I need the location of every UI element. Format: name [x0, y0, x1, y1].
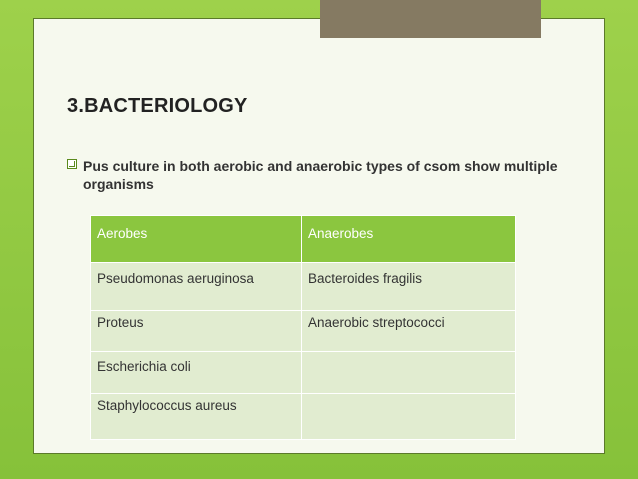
header-aerobes: Aerobes — [91, 216, 302, 263]
table-cell — [302, 352, 516, 394]
table-cell — [302, 394, 516, 440]
header-decoration-band — [320, 0, 541, 38]
table-row — [91, 263, 516, 311]
bullet-text: Pus culture in both aerobic and anaerobic types of csom show multiple organisms — [83, 158, 558, 192]
bacteria-table — [90, 215, 516, 440]
table-cell: Proteus — [91, 311, 302, 352]
table-row — [91, 352, 516, 394]
slide-title: 3.BACTERIOLOGY — [67, 95, 248, 117]
table-cell: Anaerobic streptococci — [302, 311, 516, 352]
table-row — [91, 394, 516, 440]
table-row — [91, 311, 516, 352]
header-anaerobes: Anaerobes — [302, 216, 516, 263]
table-cell: Bacteroides fragilis — [302, 263, 516, 311]
table-cell: Escherichia coli — [91, 352, 302, 394]
table-cell: Staphylococcus aureus — [91, 394, 302, 440]
table-cell: Pseudomonas aeruginosa — [91, 263, 302, 311]
checkbox-bullet-icon — [67, 159, 77, 169]
table-header-row — [91, 216, 516, 263]
